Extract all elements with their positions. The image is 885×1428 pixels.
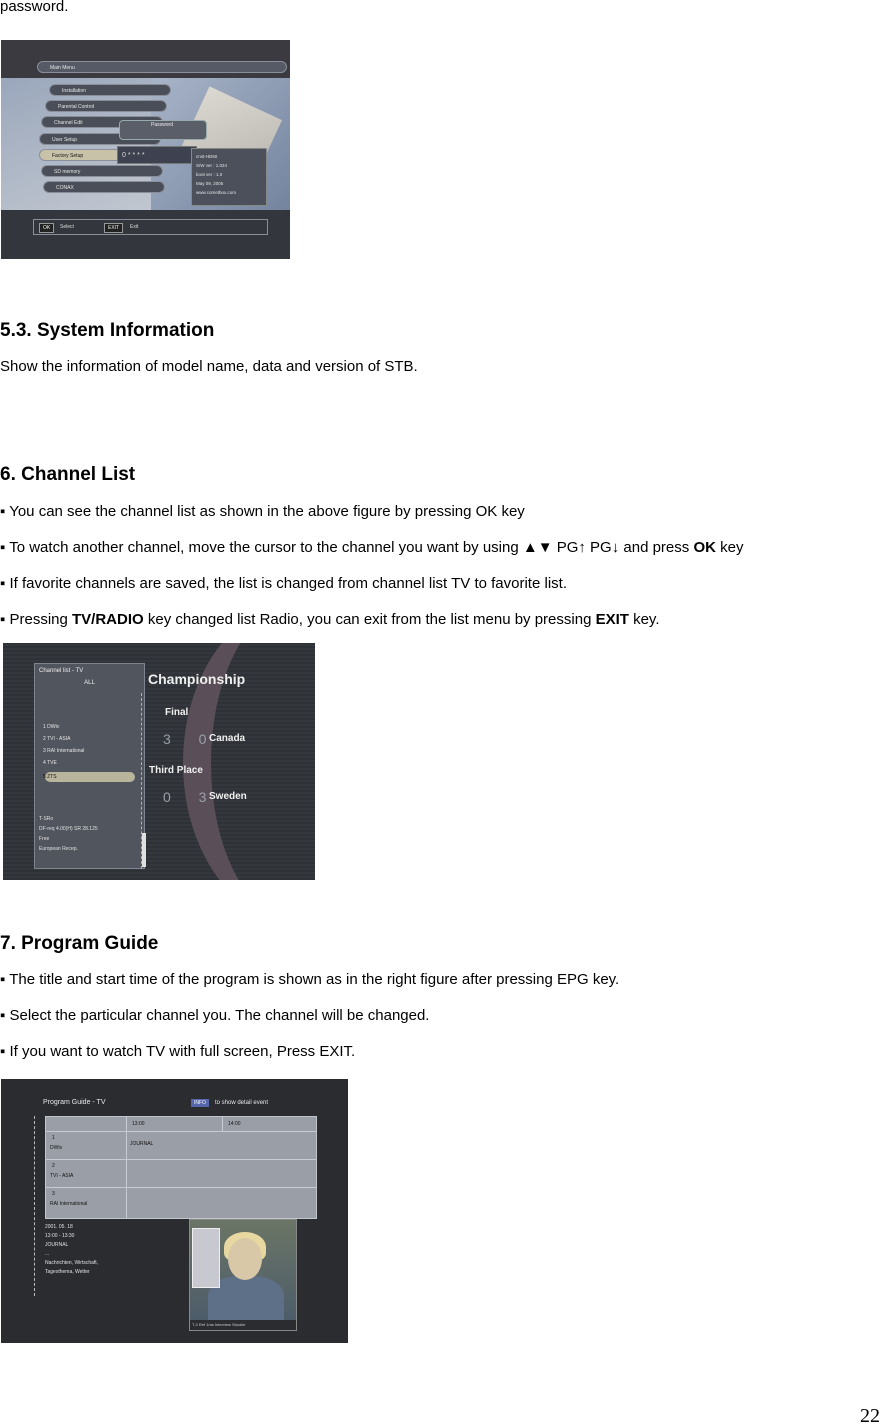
password-menu-screenshot (1, 40, 290, 259)
menu-item-channel-edit: Channel Edit (41, 116, 163, 128)
epg-event-details (45, 1223, 98, 1277)
epg-scrollbar (34, 1116, 43, 1296)
epg-channel-3-name: RAI International (50, 1201, 88, 1207)
password-label: Password (151, 122, 173, 128)
system-information-body: Show the information of model name, data and version of STB. (0, 358, 418, 375)
menu-item-conax: CONAX (43, 181, 165, 193)
tv-score-final: 3 0 (163, 731, 219, 747)
epg-header-divider (46, 1131, 316, 1132)
channel-list-bullet-3: ▪ If favorite channels are saved, the list is changed from channel list TV to favorite list. (0, 575, 567, 592)
epg-channel-1-number: 1 (52, 1135, 55, 1141)
channel-row-1: 1 DWtv (43, 724, 60, 730)
info-sw-version: S/W ver : 1.024 (196, 163, 228, 168)
password-input-display: 0 * * * * (117, 146, 197, 164)
epg-time-1: 13:00 (132, 1121, 145, 1127)
exit-key-bold: EXIT (595, 611, 629, 628)
bullet-2-text: ▪ To watch another channel, move the cursor to the channel you want by using ▲▼ PG↑ PG↓ and press (0, 539, 694, 556)
program-guide-screenshot (1, 1079, 348, 1343)
menu-item-factory-setup: Factory Setup (39, 149, 161, 161)
menu-item-parental-control: Parental Control (45, 100, 167, 112)
presenter-head-graphic (228, 1238, 262, 1280)
tv-team-canada: Canada (209, 733, 246, 744)
channel-info-provider: European Recep. (39, 846, 78, 852)
channel-row-3: 3 RAI International (43, 748, 85, 754)
program-guide-heading: 7. Program Guide (0, 933, 159, 954)
tv-label-third-place: Third Place (149, 765, 203, 776)
program-guide-bullet-2: ▪ Select the particular channel you. The channel will be changed. (0, 1007, 430, 1024)
channel-list-bullet-1: ▪ You can see the channel list as shown in the above figure by pressing OK key (0, 503, 525, 520)
exit-key-badge: EXIT (104, 223, 123, 233)
menu-item-user-setup: User Setup (39, 133, 161, 145)
epg-detail-date: 2001. 05. 18 (45, 1224, 73, 1230)
tv-score-third: 0 3 (163, 789, 219, 805)
epg-detail-description-1: Nachrichten, Wirtschaft, (45, 1260, 99, 1266)
system-information-heading: 5.3. System Information (0, 320, 215, 341)
channel-row-4: 4 TVE (43, 760, 57, 766)
tv-team-sweden: Sweden (209, 791, 247, 802)
tv-title-championship: Championship (148, 671, 246, 687)
bullet-4-middle: key changed list Radio, you can exit from the list menu by pressing (143, 611, 596, 628)
program-guide-bullet-3: ▪ If you want to watch TV with full screen, Press EXIT. (0, 1043, 356, 1060)
video-footer: T-3 Ref 1ms Interview Stockhr (190, 1320, 297, 1330)
channel-group-label: ALL (84, 680, 95, 686)
channel-list-bullet-2 (0, 539, 743, 557)
epg-detail-description-2: Tagesthema, Wetter (45, 1269, 90, 1275)
program-guide-bullet-1: ▪ The title and start time of the program is shown as in the right figure after pressing EPG key. (0, 971, 620, 988)
lead-text: password. (0, 0, 69, 15)
epg-column-divider (126, 1117, 127, 1218)
tv-radio-key-bold: TV/RADIO (72, 611, 144, 628)
epg-time-2: 14:00 (228, 1121, 241, 1127)
info-model: cnst-HD60 (196, 154, 218, 159)
video-inset-graphic (192, 1228, 220, 1288)
channel-list-heading: 6. Channel List (0, 464, 136, 485)
bullet-4-text: ▪ Pressing (0, 611, 73, 628)
channel-info-satellite: T-SRo (39, 816, 54, 822)
menu-item-installation: Installation (49, 84, 171, 96)
channel-list-scroll-thumb (142, 833, 146, 867)
epg-row-divider-2 (46, 1187, 316, 1188)
epg-detail-time: 13:00 - 13:30 (45, 1233, 75, 1239)
channel-row-5: 5 ZTS (43, 774, 57, 780)
epg-row-divider-1 (46, 1159, 316, 1160)
exit-key-label: Exit (130, 224, 139, 230)
epg-video-preview (189, 1219, 297, 1331)
channel-row-2: 2 TVI - ASIA (43, 736, 71, 742)
menu-item-sd-memory: SD memory (41, 165, 163, 177)
epg-channel-1-name: DWtv (50, 1145, 63, 1151)
epg-event-journal: JOURNAL (130, 1141, 154, 1147)
ok-key-badge: OK (39, 223, 54, 233)
epg-time-divider (222, 1117, 223, 1131)
epg-channel-3-number: 3 (52, 1191, 55, 1197)
selected-channel-highlight (45, 772, 135, 782)
epg-detail-title: JOURNAL (45, 1242, 69, 1248)
epg-channel-2-number: 2 (52, 1163, 55, 1169)
ok-key-bold: OK (693, 539, 716, 556)
epg-info-badge: INFO (191, 1099, 209, 1107)
info-date: May 09, 2005 (196, 181, 224, 186)
epg-channel-2-name: TVI - ASIA (50, 1173, 74, 1179)
epg-info-hint: to show detail event (215, 1100, 269, 1106)
screen-top-bar (1, 40, 290, 80)
epg-title: Program Guide - TV (43, 1099, 106, 1106)
channel-info-free: Free (39, 836, 50, 842)
channel-list-panel (34, 663, 145, 869)
channel-info-frequency: DF-req 4.00(H) SR 28.125 (39, 826, 98, 832)
bullet-4-end: key. (628, 611, 660, 628)
channel-list-bullet-4 (0, 611, 660, 629)
page-number: 22 (860, 1405, 880, 1427)
channel-list-screenshot (3, 643, 315, 880)
system-info-box (191, 148, 267, 206)
channel-list-title: Channel list - TV (39, 668, 84, 674)
key-hint-row (33, 219, 268, 235)
channel-info-block (39, 814, 98, 854)
info-website: www.cometbox.com (196, 190, 237, 195)
menu-item-main-menu: Main Menu (37, 61, 287, 73)
tv-label-final: Final (165, 707, 189, 718)
bullet-2-end: key (715, 539, 744, 556)
epg-grid (45, 1116, 317, 1219)
epg-detail-separator: ... (45, 1251, 50, 1257)
ok-key-label: Select (60, 224, 74, 230)
info-boot-version: boot ver : 1.0 (196, 172, 223, 177)
